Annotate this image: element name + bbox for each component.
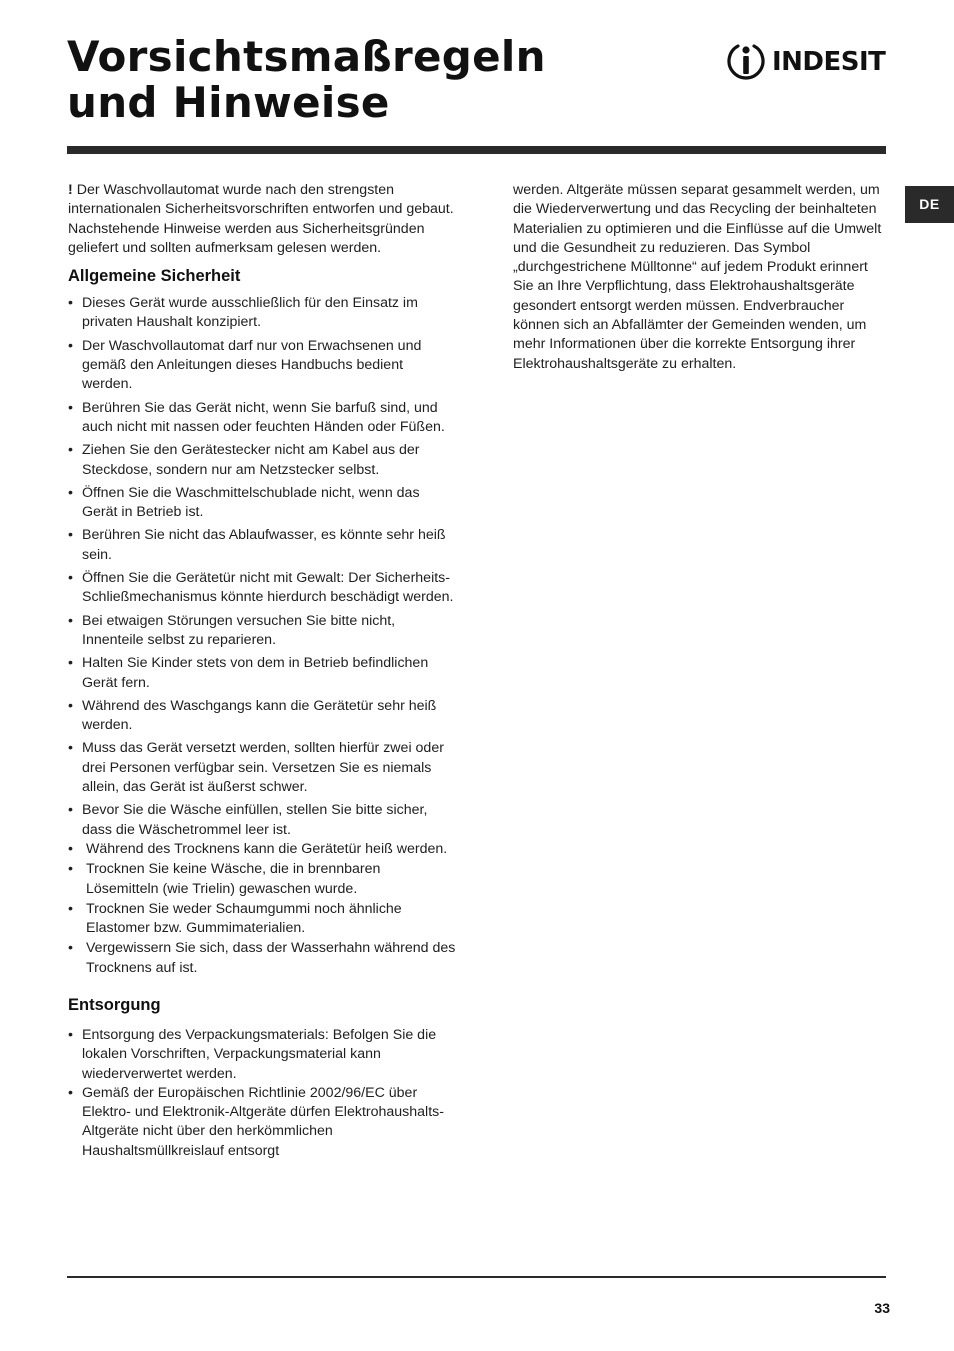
page-number: 33: [874, 1300, 890, 1316]
page-title: [67, 34, 546, 126]
right-column: [513, 181, 887, 374]
list-item: • Bevor Sie die Wäsche einfüllen, stellen Sie bitte sicher, dass die Wäschetrommel leer ist.: [68, 801, 456, 840]
list-item: • Öffnen Sie die Gerätetür nicht mit Gewalt: Der Sicherheits-Schließmechanismus könnte hierdurch beschädigt werden.: [68, 569, 456, 608]
drying-safety-list: [68, 840, 456, 978]
page-title-line-2: und Hinweise: [67, 78, 390, 127]
general-safety-list: [68, 294, 456, 840]
list-item: • Während des Trocknens kann die Gerätetür heiß werden.: [68, 840, 456, 859]
header-divider: [67, 146, 886, 154]
list-item: • Halten Sie Kinder stets von dem in Betrieb befindlichen Gerät fern.: [68, 654, 456, 693]
list-item: • Gemäß der Europäischen Richtlinie 2002/96/EC über Elektro- und Elektronik-Altgeräte dürfen Elektrohaushalts-Altgeräte nicht über den herkömmlichen Haushaltsmüllkreislauf entsorgt: [68, 1084, 456, 1161]
indesit-logo-icon: [726, 41, 766, 83]
list-item: • Öffnen Sie die Waschmittelschublade nicht, wenn das Gerät in Betrieb ist.: [68, 484, 456, 523]
language-tab: DE: [905, 186, 954, 223]
left-column: [68, 181, 456, 1161]
list-item: • Der Waschvollautomat darf nur von Erwachsenen und gemäß den Anleitungen dieses Handbuchs bedient werden.: [68, 337, 456, 395]
list-item: • Trocknen Sie weder Schaumgummi noch ähnliche Elastomer bzw. Gummimaterialien.: [68, 900, 456, 939]
intro-paragraph: [68, 181, 456, 258]
disposal-continuation: werden. Altgeräte müssen separat gesammelt werden, um die Wiederverwertung und das Recycling der beinhalteten Materialien zu optimieren und die Einflüsse auf die Umwelt und die Gesundheit zu reduzieren. Das Symbol „durchgestrichene Mülltonne“ auf jedem Produkt erinnert Sie an Ihre Verpflichtung, dass Elektrohaushaltsgeräte gesondert entsorgt werden müssen. Endverbraucher können sich an Abfallämter der Gemeinden wenden, um mehr Informationen über die korrekte Entsorgung ihrer Elektrohaushaltsgeräte zu erhalten.: [513, 182, 882, 372]
list-item: • Berühren Sie das Gerät nicht, wenn Sie barfuß sind, und auch nicht mit nassen oder feuchten Händen oder Füßen.: [68, 399, 456, 438]
brand-logo: [726, 40, 888, 84]
intro-text: Der Waschvollautomat wurde nach den strengsten internationalen Sicherheitsvorschriften entworfen und gebaut. Nachstehende Hinweise werden aus Sicherheitsgründen geliefert und sollten aufmerksam gelesen werden.: [68, 182, 454, 256]
brand-name: INDESIT: [772, 47, 886, 77]
list-item: • Trocknen Sie keine Wäsche, die in brennbaren Lösemitteln (wie Trielin) gewaschen wurde.: [68, 860, 456, 899]
section-heading-disposal: Entsorgung: [68, 995, 161, 1014]
list-item: • Muss das Gerät versetzt werden, sollten hierfür zwei oder drei Personen verfügbar sein. Versetzen Sie es niemals allein, das Gerät ist äußerst schwer.: [68, 739, 456, 797]
warning-marker: !: [68, 182, 73, 198]
disposal-list: [68, 1026, 456, 1161]
list-item: • Entsorgung des Verpackungsmaterials: Befolgen Sie die lokalen Vorschriften, Verpackungsmaterial kann wiederverwertet werden.: [68, 1026, 456, 1084]
list-item: • Dieses Gerät wurde ausschließlich für den Einsatz im privaten Haushalt konzipiert.: [68, 294, 456, 333]
footer-divider: [67, 1276, 886, 1278]
list-item: • Bei etwaigen Störungen versuchen Sie bitte nicht, Innenteile selbst zu reparieren.: [68, 612, 456, 651]
section-heading-general-safety: Allgemeine Sicherheit: [68, 267, 241, 286]
page-title-line-1: Vorsichtsmaßregeln: [67, 32, 546, 81]
list-item: • Berühren Sie nicht das Ablaufwasser, es könnte sehr heiß sein.: [68, 526, 456, 565]
list-item: • Vergewissern Sie sich, dass der Wasserhahn während des Trocknens auf ist.: [68, 939, 456, 978]
list-item: • Während des Waschgangs kann die Gerätetür sehr heiß werden.: [68, 697, 456, 736]
list-item: • Ziehen Sie den Gerätestecker nicht am Kabel aus der Steckdose, sondern nur am Netzstecker selbst.: [68, 441, 456, 480]
